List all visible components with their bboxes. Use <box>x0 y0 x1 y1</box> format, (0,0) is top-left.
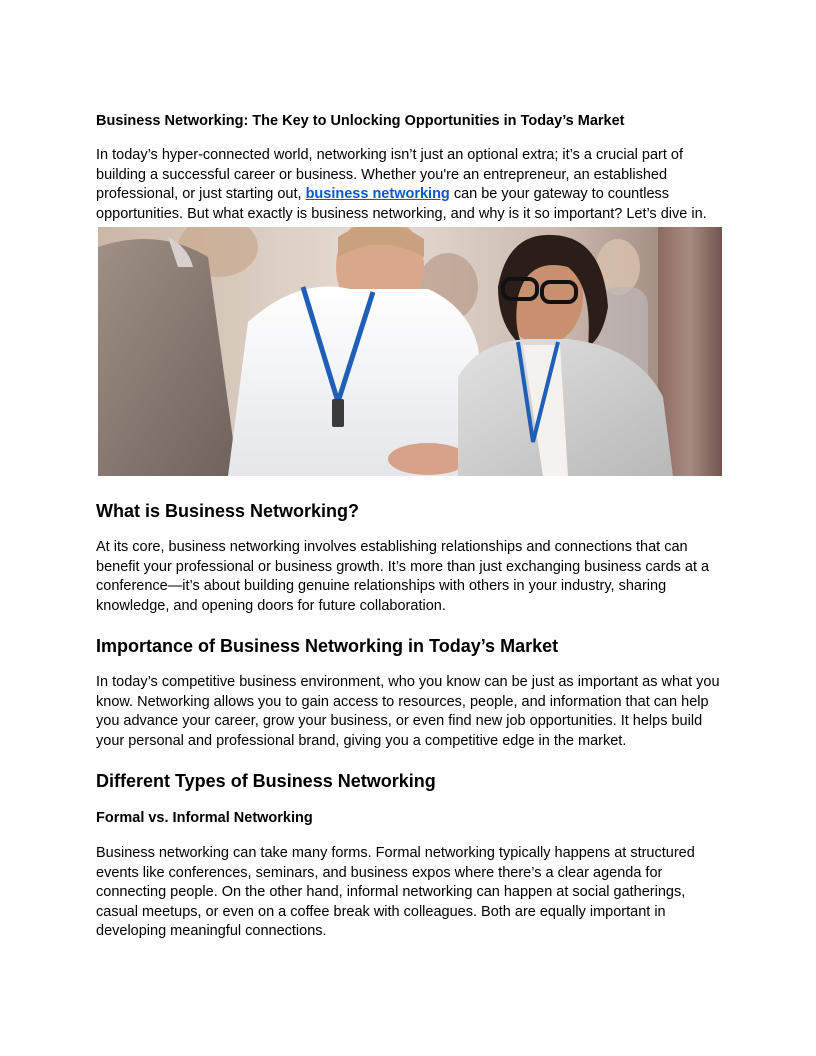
section-body-what-is: At its core, business networking involves establishing relationships and connections that can benefit your professional or business growth. It’s more than just exchanging business cards at a conference—it’s about building genuine relationships with others in your industry, sharing knowledge, and opening doors for future collaboration. <box>96 539 710 614</box>
networking-photo <box>98 227 722 476</box>
intro-text-after-link: can be your gateway to countless opportunities. But what exactly is business networking, and why is it so important? Let’s dive in. <box>96 186 707 222</box>
intro-paragraph <box>96 146 722 224</box>
section-body-importance: In today’s competitive business environment, who you know can be just as important as what you know. Networking allows you to gain access to resources, people, and information that can help you advance your career, grow your business, or even find new job opportunities. It helps build your personal and professional brand, giving you a competitive edge in the market. <box>96 674 720 749</box>
subsection-heading-formal-informal: Formal vs. Informal Networking <box>96 810 313 826</box>
document-title: Business Networking: The Key to Unlocking Opportunities in Today’s Market <box>96 113 625 129</box>
business-networking-link[interactable]: business networking <box>305 186 450 202</box>
section-heading-importance: Importance of Business Networking in Today’s Market <box>96 636 559 656</box>
section-heading-types: Different Types of Business Networking <box>96 771 436 791</box>
section-heading-what-is: What is Business Networking? <box>96 501 360 521</box>
section-body-types: Business networking can take many forms. Formal networking typically happens at structured events like conferences, seminars, and business expos where there’s a clear agenda for connecting people. On the other hand, informal networking can happen at social gatherings, casual meetups, or even on a coffee break with colleagues. Both are equally important in developing meaningful connections. <box>96 845 695 939</box>
intro-text-before-link: In today’s hyper-connected world, networking isn’t just an optional extra; it’s a crucial part of building a successful career or business. Whether you're an entrepreneur, an established professional, or just starting out, <box>96 147 684 202</box>
